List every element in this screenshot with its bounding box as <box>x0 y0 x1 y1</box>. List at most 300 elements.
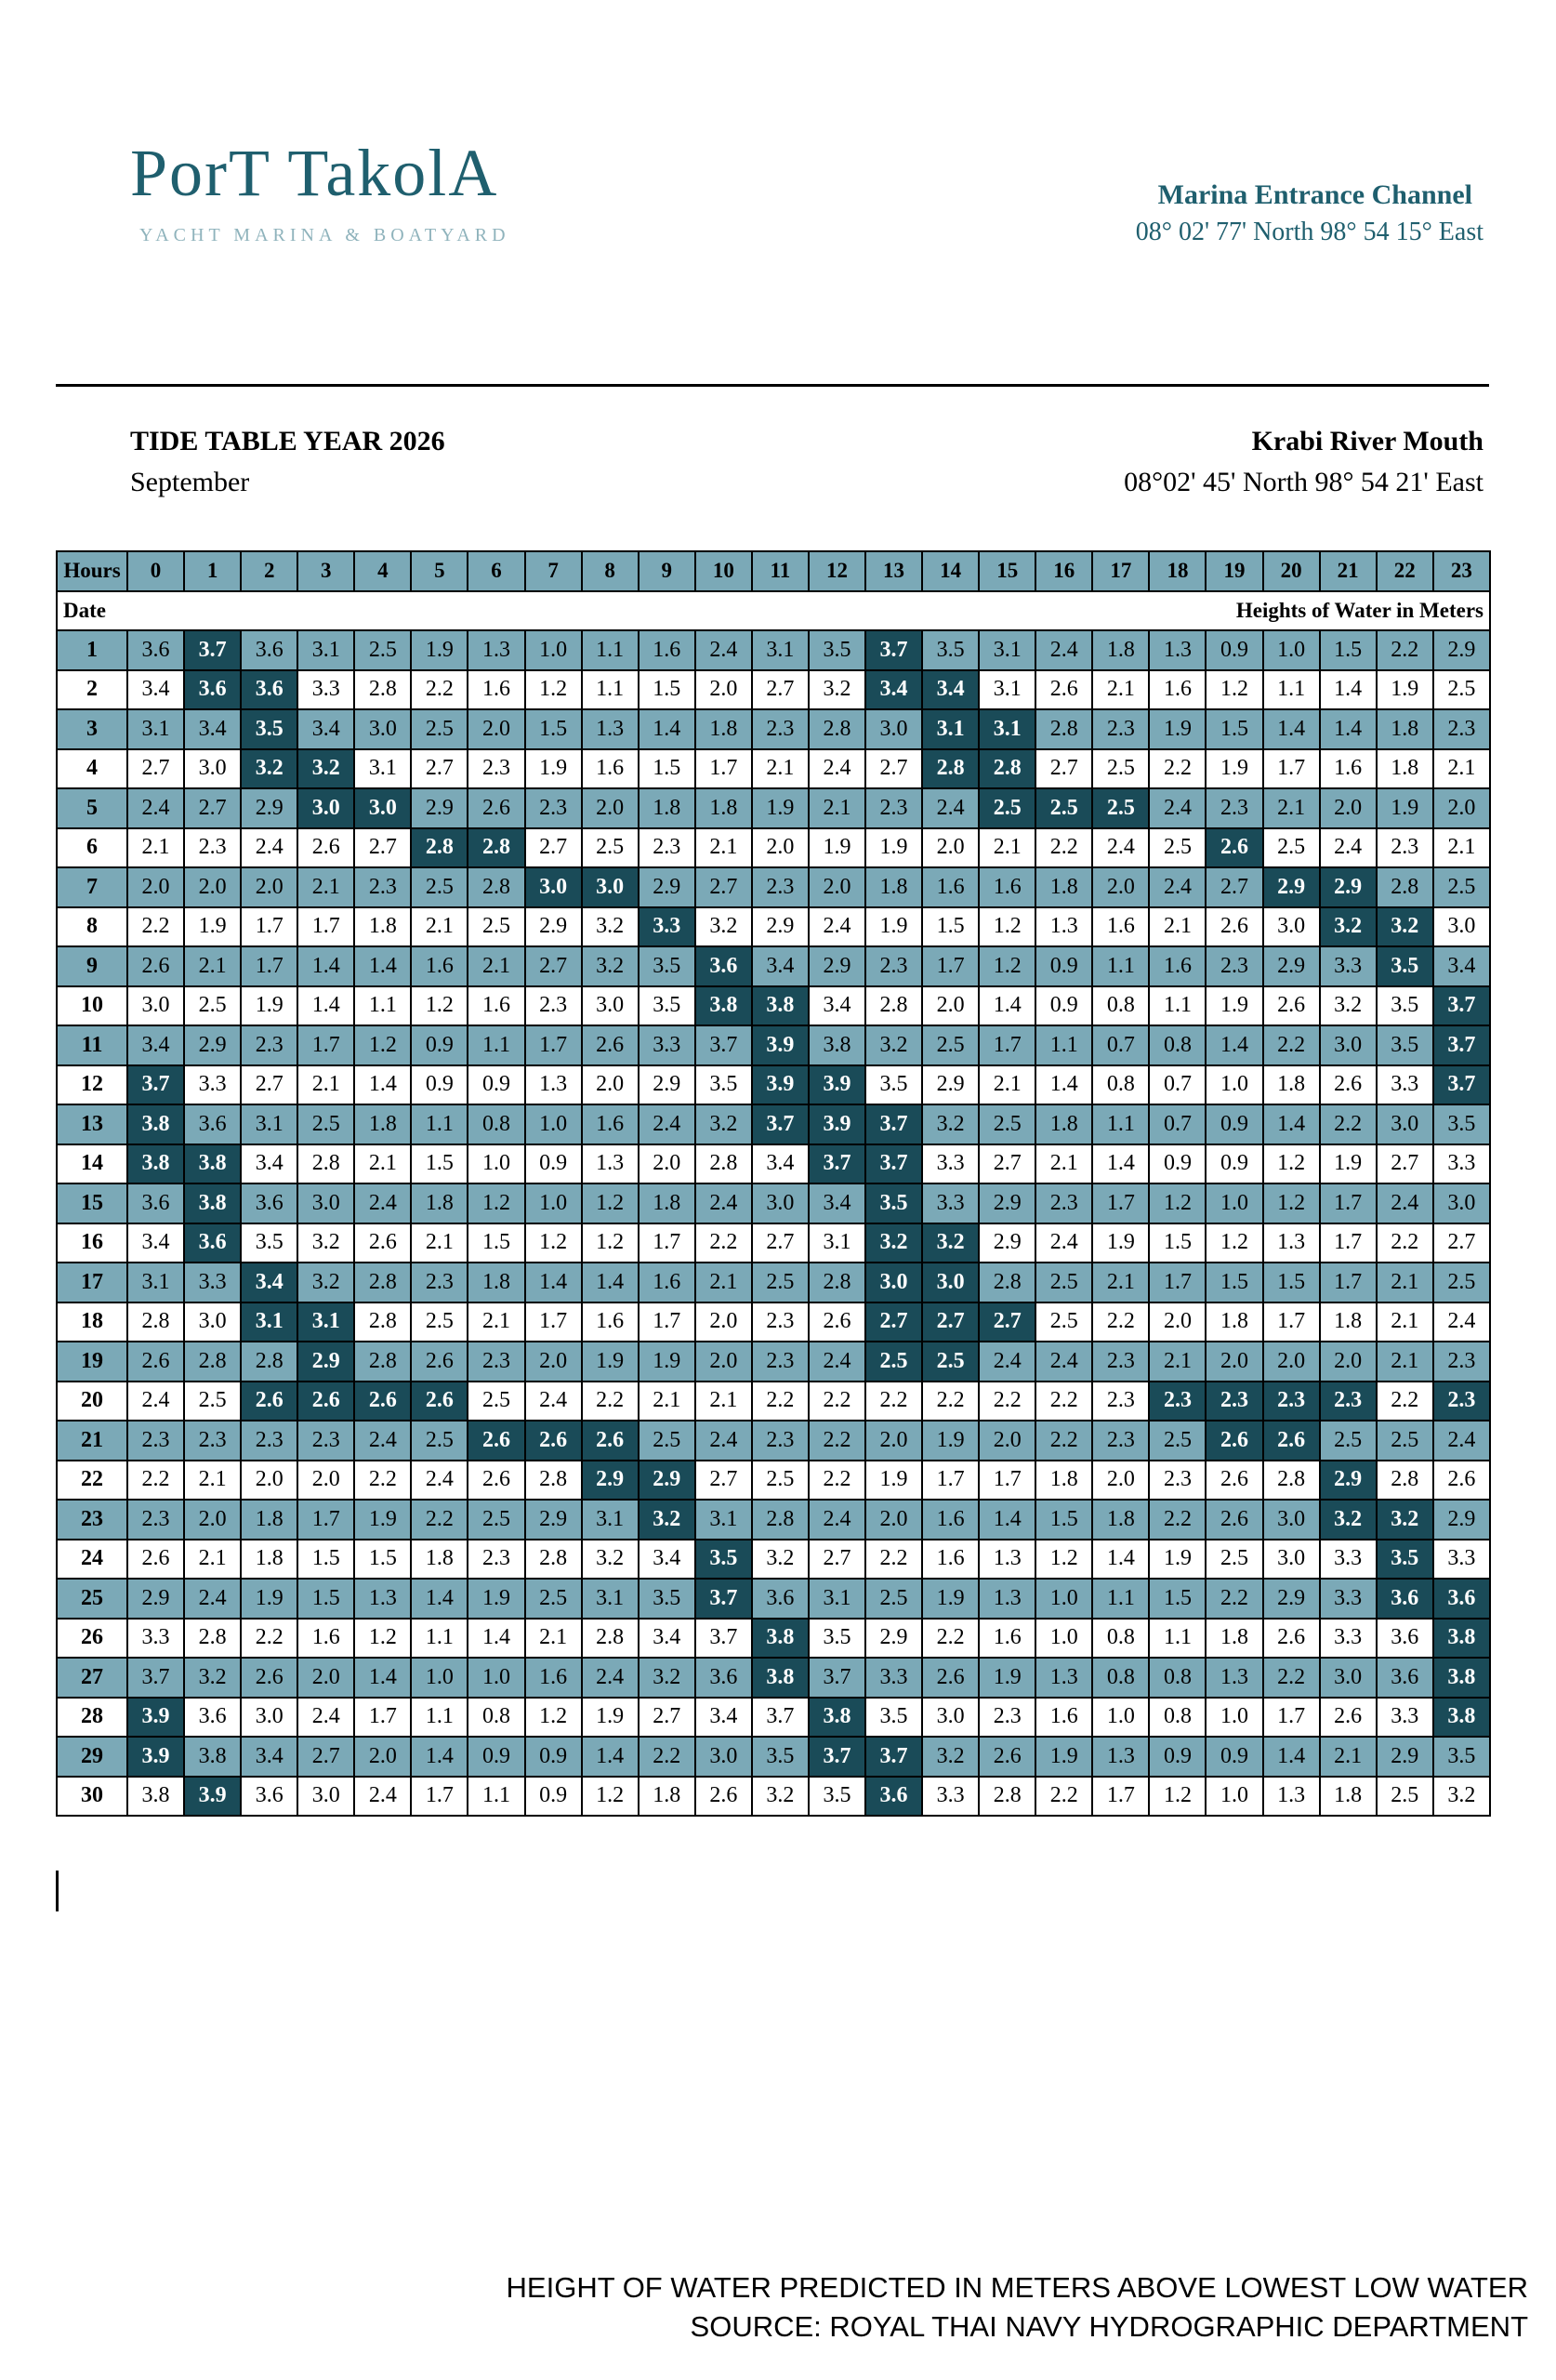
height-cell: 1.8 <box>1206 1619 1262 1659</box>
height-cell: 1.1 <box>468 1025 524 1065</box>
height-cell: 3.5 <box>241 1223 297 1263</box>
height-cell: 1.8 <box>1263 1065 1320 1105</box>
height-cell: 3.6 <box>127 630 184 670</box>
height-cell: 1.2 <box>1263 1183 1320 1223</box>
location-name: Krabi River Mouth <box>1251 426 1483 456</box>
height-cell: 2.6 <box>241 1658 297 1698</box>
height-cell: 2.2 <box>865 1382 922 1421</box>
height-cell: 3.1 <box>241 1104 297 1144</box>
table-row <box>57 709 1490 749</box>
high-tide-cell: 3.9 <box>809 1065 865 1105</box>
height-cell: 2.5 <box>411 1302 468 1342</box>
height-cell: 1.5 <box>411 1144 468 1184</box>
hour-header: 9 <box>639 551 695 591</box>
height-cell: 2.5 <box>184 986 241 1026</box>
location-block <box>1124 426 1483 498</box>
height-cell: 1.3 <box>979 1540 1035 1580</box>
height-cell: 2.1 <box>639 1382 695 1421</box>
height-cell: 2.5 <box>922 1025 979 1065</box>
height-cell: 3.3 <box>1320 1619 1377 1659</box>
header-divider <box>56 384 1489 387</box>
height-cell: 3.3 <box>1433 1144 1490 1184</box>
height-cell: 3.0 <box>127 986 184 1026</box>
height-cell: 3.6 <box>1377 1658 1433 1698</box>
height-cell: 1.5 <box>525 709 582 749</box>
height-cell: 1.4 <box>525 1263 582 1302</box>
hours-label: Hours <box>57 551 127 591</box>
height-cell: 2.8 <box>184 1342 241 1382</box>
height-cell: 2.2 <box>127 1461 184 1501</box>
high-tide-cell: 3.7 <box>865 1104 922 1144</box>
height-cell: 1.6 <box>979 1619 1035 1659</box>
height-cell: 2.6 <box>468 788 524 828</box>
height-cell: 2.0 <box>241 1461 297 1501</box>
high-tide-cell: 3.2 <box>1377 1500 1433 1540</box>
height-cell: 1.4 <box>639 709 695 749</box>
height-cell: 1.1 <box>354 986 411 1026</box>
height-cell: 0.8 <box>1149 1025 1206 1065</box>
height-cell: 3.0 <box>354 709 411 749</box>
location-coords: 08°02' 45' North 98° 54 21' East <box>1124 467 1483 497</box>
height-cell: 2.3 <box>1092 1382 1149 1421</box>
table-row <box>57 1500 1490 1540</box>
marina-channel-info <box>1136 178 1483 254</box>
height-cell: 1.9 <box>354 1500 411 1540</box>
height-cell: 3.2 <box>1433 1777 1490 1817</box>
height-cell: 3.1 <box>582 1500 639 1540</box>
height-cell: 2.6 <box>297 828 354 868</box>
height-cell: 3.3 <box>1320 1579 1377 1619</box>
height-cell: 3.0 <box>1377 1104 1433 1144</box>
height-cell: 1.9 <box>865 907 922 947</box>
table-row <box>57 1382 1490 1421</box>
height-cell: 1.5 <box>639 670 695 710</box>
high-tide-cell: 2.8 <box>979 749 1035 789</box>
height-cell: 1.7 <box>525 1302 582 1342</box>
high-tide-cell: 2.7 <box>865 1302 922 1342</box>
high-tide-cell: 3.8 <box>1433 1619 1490 1659</box>
height-cell: 1.4 <box>1263 1737 1320 1777</box>
height-cell: 1.4 <box>411 1737 468 1777</box>
height-cell: 2.2 <box>1377 630 1433 670</box>
height-cell: 1.7 <box>1320 1183 1377 1223</box>
height-cell: 3.2 <box>582 946 639 986</box>
height-cell: 3.4 <box>241 1737 297 1777</box>
table-row <box>57 1658 1490 1698</box>
height-cell: 1.2 <box>411 986 468 1026</box>
height-cell: 2.4 <box>297 1698 354 1738</box>
height-cell: 2.2 <box>127 907 184 947</box>
height-cell: 1.8 <box>411 1183 468 1223</box>
height-cell: 1.6 <box>1149 946 1206 986</box>
height-cell: 1.9 <box>922 1421 979 1461</box>
high-tide-cell: 3.4 <box>241 1263 297 1302</box>
height-cell: 2.2 <box>922 1619 979 1659</box>
height-cell: 1.0 <box>1035 1619 1092 1659</box>
footer-line-1: HEIGHT OF WATER PREDICTED IN METERS ABOVE LOWEST LOW WATER <box>506 2271 1528 2304</box>
height-cell: 2.7 <box>525 828 582 868</box>
height-cell: 2.1 <box>184 1540 241 1580</box>
hour-header: 16 <box>1035 551 1092 591</box>
high-tide-cell: 2.3 <box>1433 1382 1490 1421</box>
height-cell: 2.7 <box>865 749 922 789</box>
height-cell: 2.9 <box>127 1579 184 1619</box>
height-cell: 2.7 <box>752 1223 809 1263</box>
height-cell: 2.5 <box>979 1104 1035 1144</box>
height-cell: 1.1 <box>1035 1025 1092 1065</box>
height-cell: 2.2 <box>979 1382 1035 1421</box>
height-cell: 2.1 <box>752 749 809 789</box>
high-tide-cell: 3.2 <box>1377 907 1433 947</box>
height-cell: 2.9 <box>1377 1737 1433 1777</box>
high-tide-cell: 3.4 <box>922 670 979 710</box>
high-tide-cell: 3.7 <box>1433 1025 1490 1065</box>
height-cell: 1.2 <box>1206 1223 1262 1263</box>
height-cell: 2.8 <box>582 1619 639 1659</box>
height-cell: 2.6 <box>695 1777 752 1817</box>
height-cell: 0.9 <box>525 1144 582 1184</box>
high-tide-cell: 2.6 <box>525 1421 582 1461</box>
height-cell: 1.1 <box>582 630 639 670</box>
high-tide-cell: 3.9 <box>127 1698 184 1738</box>
height-cell: 3.4 <box>127 670 184 710</box>
tide-table-body <box>57 630 1490 1816</box>
height-cell: 3.1 <box>297 630 354 670</box>
height-cell: 2.7 <box>1377 1144 1433 1184</box>
height-cell: 2.5 <box>354 630 411 670</box>
high-tide-cell: 3.8 <box>184 1183 241 1223</box>
height-cell: 2.7 <box>752 670 809 710</box>
height-cell: 1.0 <box>1263 630 1320 670</box>
high-tide-cell: 3.8 <box>752 1658 809 1698</box>
height-cell: 1.9 <box>865 828 922 868</box>
height-cell: 1.5 <box>1320 630 1377 670</box>
date-cell: 18 <box>57 1302 127 1342</box>
height-cell: 1.9 <box>1377 788 1433 828</box>
date-cell: 11 <box>57 1025 127 1065</box>
high-tide-cell: 2.9 <box>297 1342 354 1382</box>
height-cell: 2.0 <box>1206 1342 1262 1382</box>
height-cell: 3.7 <box>127 1658 184 1698</box>
height-cell: 2.8 <box>1035 709 1092 749</box>
height-cell: 1.7 <box>639 1223 695 1263</box>
height-cell: 2.6 <box>468 1461 524 1501</box>
height-cell: 2.4 <box>1377 1183 1433 1223</box>
height-cell: 2.7 <box>1206 867 1262 907</box>
height-cell: 3.4 <box>127 1025 184 1065</box>
height-cell: 3.1 <box>809 1223 865 1263</box>
height-cell: 3.5 <box>865 1698 922 1738</box>
height-cell: 2.4 <box>184 1579 241 1619</box>
units-label: Heights of Water in Meters <box>1235 598 1483 622</box>
height-cell: 2.1 <box>1377 1263 1433 1302</box>
height-cell: 2.6 <box>411 1342 468 1382</box>
table-row <box>57 1025 1490 1065</box>
height-cell: 1.6 <box>922 867 979 907</box>
height-cell: 2.7 <box>525 946 582 986</box>
height-cell: 2.2 <box>1035 1382 1092 1421</box>
height-cell: 1.9 <box>411 630 468 670</box>
height-cell: 1.9 <box>1206 986 1262 1026</box>
height-cell: 3.2 <box>922 1104 979 1144</box>
height-cell: 2.5 <box>1433 1263 1490 1302</box>
high-tide-cell: 2.7 <box>922 1302 979 1342</box>
height-cell: 0.9 <box>525 1777 582 1817</box>
height-cell: 2.3 <box>1433 1342 1490 1382</box>
table-row <box>57 788 1490 828</box>
height-cell: 3.5 <box>809 630 865 670</box>
table-row <box>57 1302 1490 1342</box>
height-cell: 2.1 <box>411 907 468 947</box>
height-cell: 3.5 <box>809 1619 865 1659</box>
hour-header: 13 <box>865 551 922 591</box>
height-cell: 2.7 <box>127 749 184 789</box>
height-cell: 3.4 <box>127 1223 184 1263</box>
height-cell: 2.0 <box>922 828 979 868</box>
date-cell: 4 <box>57 749 127 789</box>
height-cell: 1.6 <box>922 1540 979 1580</box>
high-tide-cell: 3.9 <box>809 1104 865 1144</box>
height-cell: 3.3 <box>922 1144 979 1184</box>
height-cell: 3.0 <box>695 1737 752 1777</box>
height-cell: 1.1 <box>411 1698 468 1738</box>
height-cell: 2.3 <box>127 1421 184 1461</box>
table-row <box>57 749 1490 789</box>
table-row <box>57 1461 1490 1501</box>
height-cell: 1.3 <box>1263 1223 1320 1263</box>
height-cell: 2.1 <box>695 1382 752 1421</box>
high-tide-cell: 3.6 <box>695 946 752 986</box>
height-cell: 3.0 <box>865 709 922 749</box>
table-row <box>57 1540 1490 1580</box>
height-cell: 3.0 <box>297 1183 354 1223</box>
height-cell: 2.5 <box>1433 867 1490 907</box>
height-cell: 1.8 <box>1035 1461 1092 1501</box>
height-cell: 2.8 <box>354 1302 411 1342</box>
height-cell: 2.8 <box>809 709 865 749</box>
height-cell: 0.9 <box>468 1737 524 1777</box>
height-cell: 1.7 <box>1320 1263 1377 1302</box>
height-cell: 3.3 <box>865 1658 922 1698</box>
high-tide-cell: 2.3 <box>1206 1382 1262 1421</box>
height-cell: 2.1 <box>1377 1342 1433 1382</box>
high-tide-cell: 2.5 <box>1092 788 1149 828</box>
hour-header: 5 <box>411 551 468 591</box>
height-cell: 2.6 <box>1263 1619 1320 1659</box>
date-cell: 16 <box>57 1223 127 1263</box>
hour-header: 20 <box>1263 551 1320 591</box>
height-cell: 1.2 <box>525 670 582 710</box>
height-cell: 2.2 <box>241 1619 297 1659</box>
table-row <box>57 828 1490 868</box>
height-cell: 2.0 <box>582 788 639 828</box>
height-cell: 2.2 <box>354 1461 411 1501</box>
table-row <box>57 1698 1490 1738</box>
date-cell: 20 <box>57 1382 127 1421</box>
height-cell: 2.1 <box>1149 907 1206 947</box>
height-cell: 2.6 <box>1206 907 1262 947</box>
height-cell: 2.4 <box>695 1421 752 1461</box>
height-cell: 3.4 <box>752 946 809 986</box>
height-cell: 1.3 <box>354 1579 411 1619</box>
height-cell: 1.4 <box>354 946 411 986</box>
height-cell: 2.1 <box>1035 1144 1092 1184</box>
height-cell: 1.8 <box>695 788 752 828</box>
height-cell: 1.8 <box>1092 1500 1149 1540</box>
height-cell: 1.4 <box>1092 1144 1149 1184</box>
height-cell: 1.1 <box>411 1619 468 1659</box>
height-cell: 1.6 <box>582 1104 639 1144</box>
height-cell: 1.8 <box>1206 1302 1262 1342</box>
table-row <box>57 1065 1490 1105</box>
height-cell: 2.1 <box>525 1619 582 1659</box>
height-cell: 3.3 <box>1377 1065 1433 1105</box>
height-cell: 1.8 <box>411 1540 468 1580</box>
hour-header: 1 <box>184 551 241 591</box>
height-cell: 1.8 <box>695 709 752 749</box>
height-cell: 0.9 <box>1149 1144 1206 1184</box>
height-cell: 1.7 <box>241 907 297 947</box>
high-tide-cell: 2.9 <box>639 1461 695 1501</box>
height-cell: 2.2 <box>1035 1421 1092 1461</box>
height-cell: 3.6 <box>241 1183 297 1223</box>
height-cell: 2.8 <box>1377 867 1433 907</box>
height-cell: 2.8 <box>1377 1461 1433 1501</box>
height-cell: 2.0 <box>639 1144 695 1184</box>
height-cell: 2.1 <box>695 828 752 868</box>
height-cell: 1.9 <box>1206 749 1262 789</box>
height-cell: 3.4 <box>809 1183 865 1223</box>
table-row <box>57 1619 1490 1659</box>
table-title-block <box>130 426 445 498</box>
date-cell: 15 <box>57 1183 127 1223</box>
date-cell: 22 <box>57 1461 127 1501</box>
height-cell: 2.0 <box>297 1461 354 1501</box>
height-cell: 2.1 <box>1092 670 1149 710</box>
height-cell: 2.2 <box>1149 749 1206 789</box>
height-cell: 3.1 <box>979 670 1035 710</box>
table-row <box>57 867 1490 907</box>
height-cell: 2.1 <box>1092 1263 1149 1302</box>
height-cell: 3.2 <box>639 1658 695 1698</box>
high-tide-cell: 3.7 <box>809 1737 865 1777</box>
high-tide-cell: 3.6 <box>184 670 241 710</box>
table-row <box>57 1421 1490 1461</box>
height-cell: 2.9 <box>639 867 695 907</box>
date-cell: 14 <box>57 1144 127 1184</box>
height-cell: 1.4 <box>1320 670 1377 710</box>
height-cell: 2.2 <box>809 1461 865 1501</box>
height-cell: 2.3 <box>752 867 809 907</box>
height-cell: 3.1 <box>979 630 1035 670</box>
height-cell: 1.6 <box>468 670 524 710</box>
date-cell: 6 <box>57 828 127 868</box>
height-cell: 1.6 <box>525 1658 582 1698</box>
date-cell: 30 <box>57 1777 127 1817</box>
height-cell: 2.9 <box>184 1025 241 1065</box>
high-tide-cell: 2.8 <box>922 749 979 789</box>
height-cell: 0.9 <box>1206 1104 1262 1144</box>
height-cell: 3.2 <box>809 670 865 710</box>
height-cell: 3.2 <box>1320 986 1377 1026</box>
date-cell: 29 <box>57 1737 127 1777</box>
height-cell: 2.4 <box>1035 1223 1092 1263</box>
height-cell: 2.8 <box>468 867 524 907</box>
height-cell: 3.0 <box>241 1698 297 1738</box>
height-cell: 2.0 <box>525 1342 582 1382</box>
height-cell: 2.4 <box>1035 630 1092 670</box>
height-cell: 3.4 <box>639 1540 695 1580</box>
height-cell: 2.6 <box>1206 1500 1262 1540</box>
logo-tagline: YACHT MARINA & BOATYARD <box>139 225 510 245</box>
height-cell: 2.0 <box>1149 1302 1206 1342</box>
height-cell: 0.8 <box>468 1698 524 1738</box>
height-cell: 3.7 <box>752 1698 809 1738</box>
height-cell: 3.8 <box>184 1737 241 1777</box>
height-cell: 3.8 <box>127 1777 184 1817</box>
height-cell: 1.8 <box>241 1500 297 1540</box>
hour-header: 3 <box>297 551 354 591</box>
table-row <box>57 1223 1490 1263</box>
height-cell: 3.7 <box>809 1658 865 1698</box>
height-cell: 2.0 <box>1263 1342 1320 1382</box>
height-cell: 0.8 <box>1149 1658 1206 1698</box>
high-tide-cell: 3.0 <box>865 1263 922 1302</box>
high-tide-cell: 3.7 <box>865 1144 922 1184</box>
date-cell: 17 <box>57 1263 127 1302</box>
height-cell: 2.4 <box>809 749 865 789</box>
height-cell: 2.7 <box>184 788 241 828</box>
height-cell: 3.6 <box>184 1104 241 1144</box>
high-tide-cell: 3.8 <box>809 1698 865 1738</box>
height-cell: 2.3 <box>468 1342 524 1382</box>
height-cell: 2.5 <box>1377 1421 1433 1461</box>
height-cell: 2.3 <box>1092 1342 1149 1382</box>
height-cell: 3.5 <box>639 946 695 986</box>
height-cell: 1.8 <box>1377 749 1433 789</box>
height-cell: 2.8 <box>809 1263 865 1302</box>
height-cell: 2.5 <box>865 1579 922 1619</box>
height-cell: 2.6 <box>127 946 184 986</box>
height-cell: 3.0 <box>582 986 639 1026</box>
height-cell: 2.4 <box>1433 1302 1490 1342</box>
height-cell: 1.4 <box>1206 1025 1262 1065</box>
height-cell: 1.4 <box>1263 709 1320 749</box>
height-cell: 1.9 <box>752 788 809 828</box>
height-cell: 2.0 <box>297 1658 354 1698</box>
height-cell: 2.1 <box>979 828 1035 868</box>
height-cell: 2.5 <box>297 1104 354 1144</box>
height-cell: 2.9 <box>1263 1579 1320 1619</box>
height-cell: 2.7 <box>411 749 468 789</box>
height-cell: 1.9 <box>184 907 241 947</box>
height-cell: 1.8 <box>1035 1104 1092 1144</box>
height-cell: 3.5 <box>809 1777 865 1817</box>
height-cell: 2.3 <box>1092 709 1149 749</box>
height-cell: 2.1 <box>468 1302 524 1342</box>
height-cell: 2.6 <box>1206 1461 1262 1501</box>
height-cell: 1.6 <box>1035 1698 1092 1738</box>
height-cell: 1.2 <box>525 1223 582 1263</box>
high-tide-cell: 3.7 <box>1433 986 1490 1026</box>
height-cell: 3.0 <box>1320 1658 1377 1698</box>
high-tide-cell: 2.3 <box>1263 1382 1320 1421</box>
height-cell: 2.5 <box>1035 1302 1092 1342</box>
table-row <box>57 907 1490 947</box>
height-cell: 2.5 <box>1035 1263 1092 1302</box>
height-cell: 1.7 <box>1092 1183 1149 1223</box>
height-cell: 3.8 <box>809 1025 865 1065</box>
